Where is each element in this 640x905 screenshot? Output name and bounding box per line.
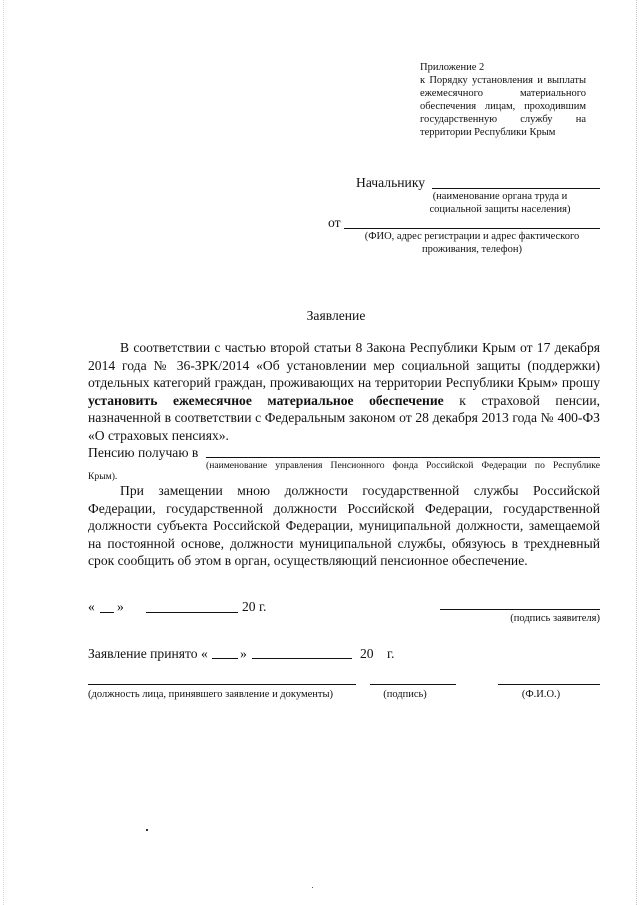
accepting-name-caption: (Ф.И.О.) <box>521 689 561 700</box>
para1-bold: установить ежемесячное материальное обеспечение <box>88 392 444 408</box>
from-label: от <box>328 215 341 230</box>
document-title: Заявление <box>306 308 366 323</box>
to-label: Начальнику <box>356 175 426 190</box>
page-edge-left <box>3 0 5 905</box>
to-caption-line-1: (наименование органа труда и <box>432 191 568 202</box>
accepted-close-quote: » <box>240 646 247 661</box>
annex-line: государственную службу на <box>420 114 586 125</box>
from-caption-line-1: (ФИО, адрес регистрации и адрес фактического <box>364 231 580 242</box>
accepted-month-field[interactable] <box>252 658 352 659</box>
to-field-line[interactable] <box>432 188 600 189</box>
to-caption <box>400 190 600 216</box>
statement-paragraph-1 <box>88 339 600 445</box>
accepting-position-caption: (должность лица, принявшего заявление и документы) <box>88 689 334 700</box>
accepted-label: Заявление принято « <box>88 646 208 661</box>
pension-caption: (наименование управления Пенсионного фонда Российской Федерации по Республике <box>206 460 600 471</box>
accepting-signature-field[interactable] <box>370 684 456 685</box>
applicant-signature-field[interactable] <box>440 609 600 610</box>
annex-line: обеспечения лицам, проходившим <box>420 101 586 112</box>
accepted-day-field[interactable] <box>212 658 238 659</box>
date-open-quote: « <box>88 599 95 614</box>
para1-lead: В соответствии с частью второй статьи 8 Закона Республики Крым от 17 декабря 2014 года № 36-ЗРК/2014 «Об установлении мер социальной защиты (поддержки) отдельных категорий граждан, проживающих на территории Республики Крым» прошу <box>88 340 600 391</box>
page-edge-right <box>635 0 637 905</box>
accepting-name-field[interactable] <box>498 684 600 685</box>
from-caption-line-2: проживания, телефон) <box>422 244 522 255</box>
to-caption-line-2: социальной защиты населения) <box>429 204 571 215</box>
date-close-quote: » <box>117 599 124 614</box>
scan-speck <box>146 829 148 831</box>
scan-speck <box>312 887 313 888</box>
from-field-line[interactable] <box>344 228 600 229</box>
annex-block <box>420 61 586 139</box>
date-day-field[interactable] <box>100 612 114 613</box>
applicant-signature-caption: (подпись заявителя) <box>510 613 600 624</box>
pension-caption-tail: Крым). <box>88 471 118 482</box>
pension-field-line[interactable] <box>206 457 600 458</box>
accepting-position-field[interactable] <box>88 684 356 685</box>
accepted-year-unit: г. <box>387 646 395 661</box>
accepted-year-prefix: 20 <box>360 646 374 661</box>
from-caption <box>344 230 600 256</box>
date-year-unit: г. <box>259 599 267 614</box>
date-month-field[interactable] <box>146 612 238 613</box>
para2-text: При замещении мною должности государственной службы Российской Федерации, государственной должности Российской Федерации, государственной должности субъекта Российской Федерации, муниципальной должности, замещаемой на постоянной основе, должности муниципальной службы, обязуюсь в трехдневный срок сообщить об этом в орган, осуществляющий пенсионное обеспечение. <box>88 483 600 569</box>
para1-tail: к страховой пенсии, назначенной в соответствии с Федеральным законом от 28 декабря 2013 года № 400-ФЗ «О страховых пенсиях». <box>88 392 600 443</box>
statement-paragraph-2 <box>88 482 600 570</box>
pension-label: Пенсию получаю в <box>88 445 199 460</box>
date-year-prefix: 20 <box>242 599 256 614</box>
accepting-signature-caption: (подпись) <box>383 689 427 700</box>
annex-line: Приложение 2 <box>420 62 485 73</box>
annex-line: к Порядку установления и выплаты <box>420 75 586 86</box>
annex-line: ежемесячного материального <box>420 88 586 99</box>
annex-line: территории Республики Крым <box>420 127 556 138</box>
